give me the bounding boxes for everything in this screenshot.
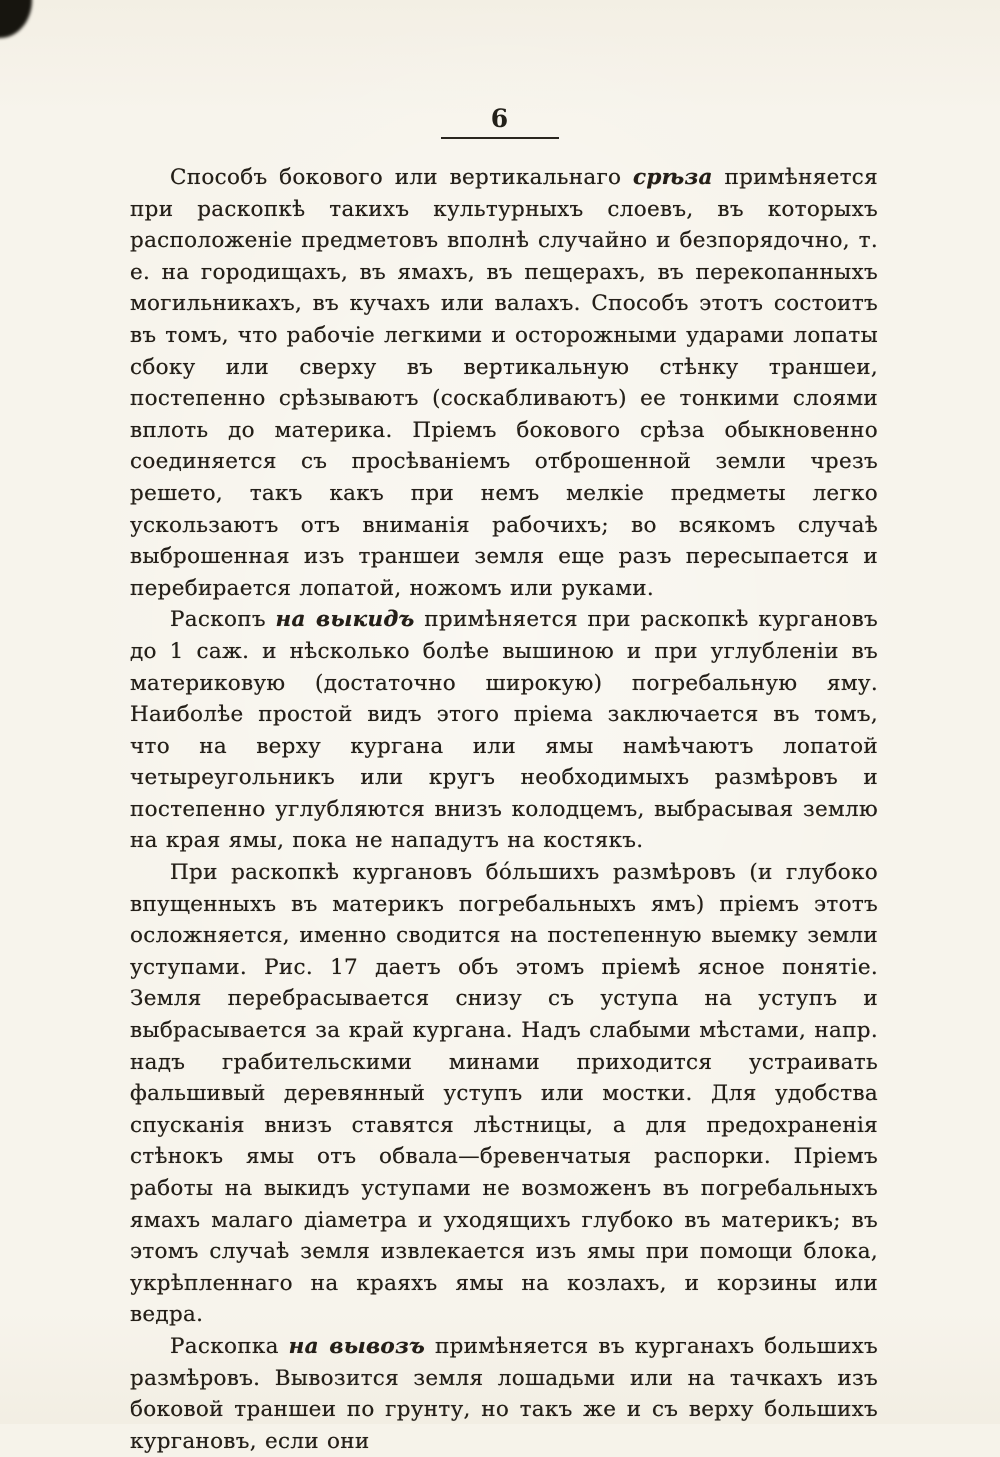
emphasized-term: на вывозъ	[288, 1333, 426, 1359]
emphasized-term: срѣза	[632, 165, 713, 190]
paragraph	[130, 604, 878, 857]
text-run: Раскопъ	[170, 607, 276, 633]
text-run: Способъ бокового или вертикальнаго	[170, 165, 633, 190]
scan-corner-blotch	[0, 0, 32, 38]
page-header	[0, 104, 1000, 139]
emphasized-term: на выкидъ	[275, 607, 415, 633]
body-text	[130, 162, 878, 1457]
text-run: примѣняется въ курганахъ большихъ размѣровъ. Вывозится земля лошадьми или на тачкахъ изъ боковой траншеи по грунту, но такъ же и съ верху большихъ кургановъ, если они	[130, 1333, 879, 1454]
text-run: При раскопкѣ кургановъ бо́льшихъ размѣровъ (и глубоко впущенныхъ въ материкъ погребальныхъ ямъ) пріемъ этотъ осложняется, именно сводится на постепенную выемку земли уступами. Рис. 17 даетъ объ этомъ пріемѣ ясное понятіе. Земля перебрасывается снизу съ уступа на уступъ и выбрасывается за край кургана. Надъ слабыми мѣстами, напр. надъ грабительскими минами приходится устраивать фальшивый деревянный уступъ или мостки. Для удобства спусканія внизъ ставятся лѣстницы, а для предохраненія стѣнокъ ямы отъ обвала—бревенчатыя распорки. Пріемъ работы на выкидъ уступами не возможенъ въ погребальныхъ ямахъ малаго діаметра и уходящихъ глубоко въ материкъ; въ этомъ случаѣ земля извлекается изъ ямы при помощи блока, укрѣпленнаго на краяхъ ямы на козлахъ, и корзины или ведра.	[130, 860, 878, 1328]
text-run: примѣняется при раскопкѣ кургановъ до 1 саж. и нѣсколько болѣе вышиною и при углубленіи въ материковую (достаточно широкую) погребальную яму. Наиболѣе простой видъ этого пріема заключается въ томъ, что на верху кургана или ямы намѣчаютъ лопатой четыреугольникъ или кругъ необходимыхъ размѣровъ и постепенно углубляются внизъ колодцемъ, выбрасывая землю на края ямы, пока не нападутъ на костякъ.	[130, 607, 878, 854]
paragraph	[130, 1331, 878, 1457]
text-run: примѣняется при раскопкѣ такихъ культурныхъ слоевъ, въ которыхъ расположеніе предметовъ вполнѣ случайно и безпорядочно, т. е. на городищахъ, въ ямахъ, въ пещерахъ, въ перекопанныхъ могильникахъ, въ кучахъ или валахъ. Способъ этотъ состоитъ въ томъ, что рабочіе легкими и осторожными ударами лопаты сбоку или сверху въ вертикальную стѣнку траншеи, постепенно срѣзываютъ (соскабливаютъ) ее тонкими слоями вплоть до материка. Пріемъ бокового срѣза обыкновенно соединяется съ просѣваніемъ отброшенной земли чрезъ решето, такъ какъ при немъ мелкіе предметы легко ускользаютъ отъ вниманія рабочихъ; во всякомъ случаѣ выброшенная изъ траншеи земля еще разъ пересыпается и перебирается лопатой, ножомъ или руками.	[130, 165, 878, 601]
paragraph	[130, 857, 878, 1331]
page-number: 6	[490, 104, 510, 133]
paragraph	[130, 162, 878, 604]
page-number-rule	[441, 137, 559, 139]
text-run: Раскопка	[170, 1333, 289, 1359]
